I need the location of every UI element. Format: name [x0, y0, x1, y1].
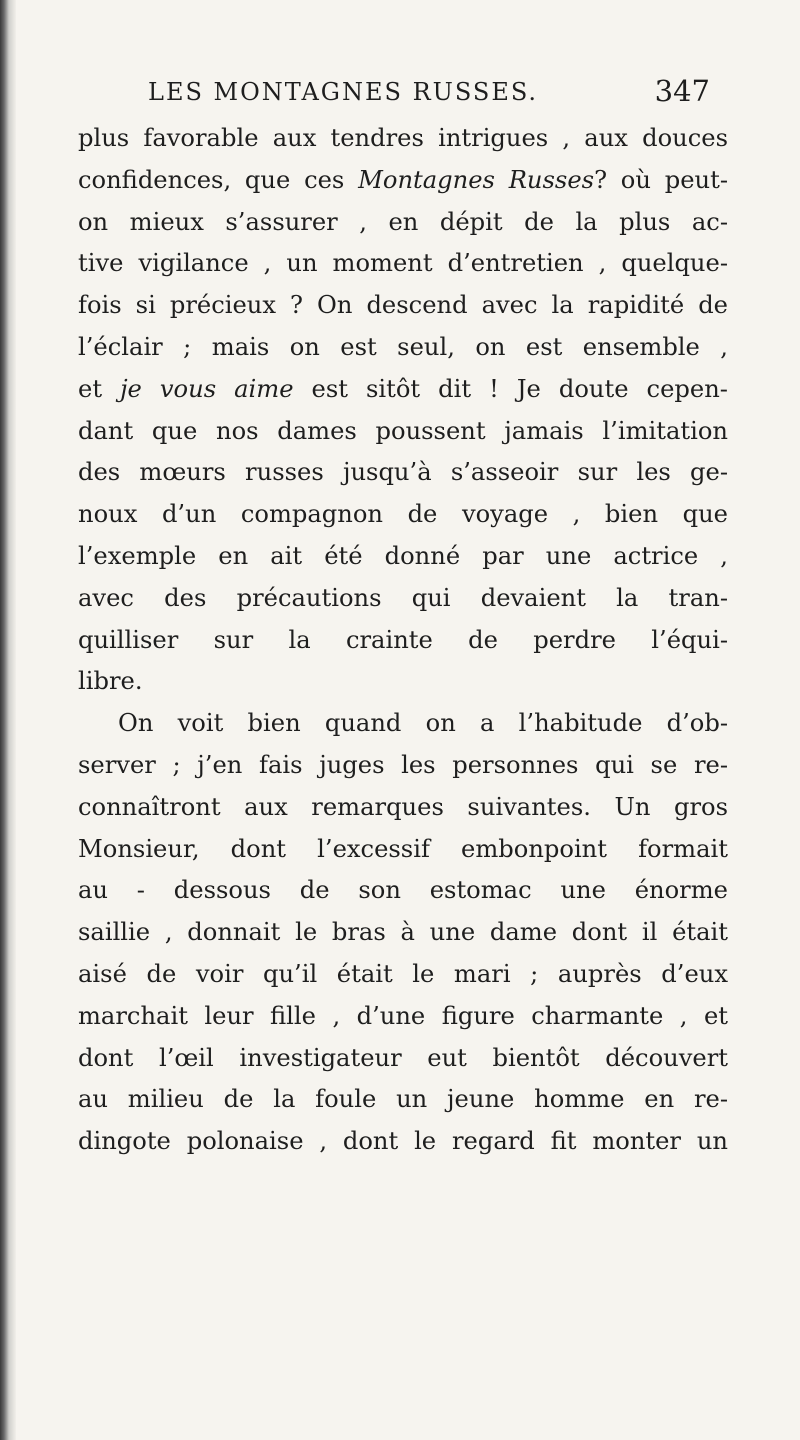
italic-phrase: je vous aime: [120, 374, 294, 403]
text-line: quilliser sur la crainte de perdre l’équi-: [78, 625, 728, 654]
text-line: l’exemple en ait été donné par une actrice ,: [78, 541, 728, 570]
text-line: saillie , donnait le bras à une dame dont il était: [78, 918, 728, 947]
scan-binding-edge: [0, 0, 16, 1440]
text-line: libre.: [78, 667, 143, 696]
text-line: aisé de voir qu’il était le mari ; auprès d’eux: [78, 959, 728, 988]
text-line: marchait leur fille , d’une figure charmante , et: [78, 1001, 728, 1030]
text-line: l’éclair ; mais on est seul, on est ensemble ,: [78, 332, 728, 361]
text-line: server ; j’en fais juges les personnes qui se re-: [78, 750, 728, 779]
text-line: on mieux s’assurer , en dépit de la plus ac-: [78, 207, 728, 236]
text-line: au milieu de la foule un jeune homme en re-: [78, 1085, 728, 1114]
text-line: plus favorable aux tendres intrigues , aux douces: [78, 124, 728, 152]
text-line: confidences, que ces Montagnes Russes? où peut-: [78, 165, 728, 194]
text-line: connaîtront aux remarques suivantes. Un gros: [78, 792, 728, 821]
text-line: fois si précieux ? On descend avec la rapidité de: [78, 291, 728, 320]
text-line: et je vous aime est sitôt dit ! Je doute cepen-: [78, 374, 728, 403]
body-text: [78, 118, 728, 1163]
text-line: Monsieur, dont l’excessif embonpoint formait: [78, 834, 728, 863]
page-number: 347: [654, 74, 710, 108]
running-head: LES MONTAGNES RUSSES.: [148, 78, 539, 106]
text-line: au - dessous de son estomac une énorme: [78, 876, 728, 905]
text-line: avec des précautions qui devaient la tran-: [78, 583, 728, 612]
text-line: tive vigilance , un moment d’entretien , quelque-: [78, 249, 728, 278]
book-page: [78, 74, 728, 1163]
text-line: des mœurs russes jusqu’à s’asseoir sur les ge-: [78, 458, 728, 487]
text-line: dant que nos dames poussent jamais l’imitation: [78, 416, 728, 445]
text-line: noux d’un compagnon de voyage , bien que: [78, 500, 728, 529]
italic-title: Montagnes Russes: [358, 165, 595, 194]
paragraph-start: On voit bien quand on a l’habitude d’ob-: [118, 709, 728, 738]
text-line: dont l’œil investigateur eut bientôt découvert: [78, 1043, 728, 1072]
page-header: [78, 74, 728, 118]
text-line: dingote polonaise , dont le regard fit monter un: [78, 1127, 728, 1156]
